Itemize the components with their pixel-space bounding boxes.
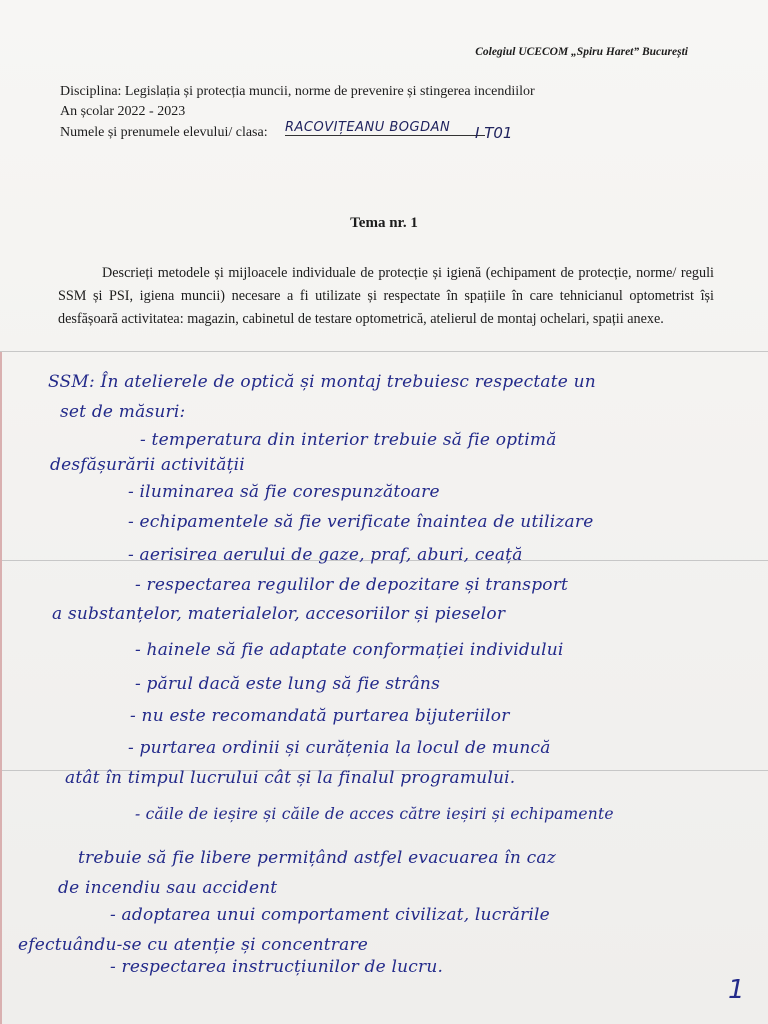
assignment-title: Tema nr. 1 xyxy=(350,215,418,231)
handwriting-line: trebuie să fie libere permițând astfel evacuarea în caz xyxy=(78,848,556,868)
handwriting-line: - respectarea regulilor de depozitare și transport xyxy=(135,575,569,595)
page-number: 1 xyxy=(728,975,745,1005)
student-class: I T01 xyxy=(475,124,513,142)
handwriting-line: efectuându-se cu atenție și concentrare xyxy=(18,935,369,955)
handwriting-line: - temperatura din interior trebuie să fie optimă xyxy=(140,430,557,450)
handwriting-line: - iluminarea să fie corespunzătoare xyxy=(128,482,440,502)
handwriting-line: - hainele să fie adaptate conformației individului xyxy=(135,640,564,660)
handwriting-line: - purtarea ordinii și curățenia la locul de muncă xyxy=(128,738,551,758)
handwriting-line: set de măsuri: xyxy=(60,402,186,422)
assignment-instruction: Descrieți metodele și mijloacele individuale de protecție și igienă (echipament de protecție, norme/ reguli SSM și PSI, igiena muncii) necesare a fi utilizate și respectate în spațiile în care tehnicianul optometrist își desfășoară activitatea: magazin, cabinetul de testare optometrică, atelierul de montaj ochelari, spații anexe. xyxy=(58,265,714,327)
institution-header: Colegiul UCECOM „Spiru Haret” București xyxy=(475,46,688,58)
handwriting-line: - adoptarea unui comportament civilizat, lucrările xyxy=(110,905,550,925)
handwriting-line: de incendiu sau accident xyxy=(58,878,278,898)
handwriting-line: a substanțelor, materialelor, accesoriilor și pieselor xyxy=(52,604,506,624)
ruled-line xyxy=(0,351,768,352)
margin-line xyxy=(0,352,2,1024)
handwriting-line: - aerisirea aerului de gaze, praf, aburi, ceață xyxy=(128,545,523,565)
student-name: RACOVIȚEANU BOGDAN xyxy=(285,120,485,136)
discipline-line: Disciplina: Legislația și protecția muncii, norme de prevenire și stingerea incendiilor xyxy=(60,84,535,99)
handwriting-line: atât în timpul lucrului cât și la finalul programului. xyxy=(65,768,516,788)
handwriting-line: - nu este recomandată purtarea bijuteriilor xyxy=(130,706,510,726)
school-year-line: An școlar 2022 - 2023 xyxy=(60,104,186,119)
handwriting-line: - părul dacă este lung să fie strâns xyxy=(135,674,441,694)
handwriting-line: - căile de ieșire și căile de acces către ieșiri și echipamente xyxy=(135,805,614,823)
student-label: Numele și prenumele elevului/ clasa: xyxy=(60,125,268,140)
handwriting-line: desfășurării activității xyxy=(50,455,245,475)
handwriting-line: - respectarea instrucțiunilor de lucru. xyxy=(110,957,444,977)
handwriting-line: SSM: În atelierele de optică și montaj trebuiesc respectate un xyxy=(48,372,596,392)
handwriting-line: - echipamentele să fie verificate înaintea de utilizare xyxy=(128,512,594,532)
